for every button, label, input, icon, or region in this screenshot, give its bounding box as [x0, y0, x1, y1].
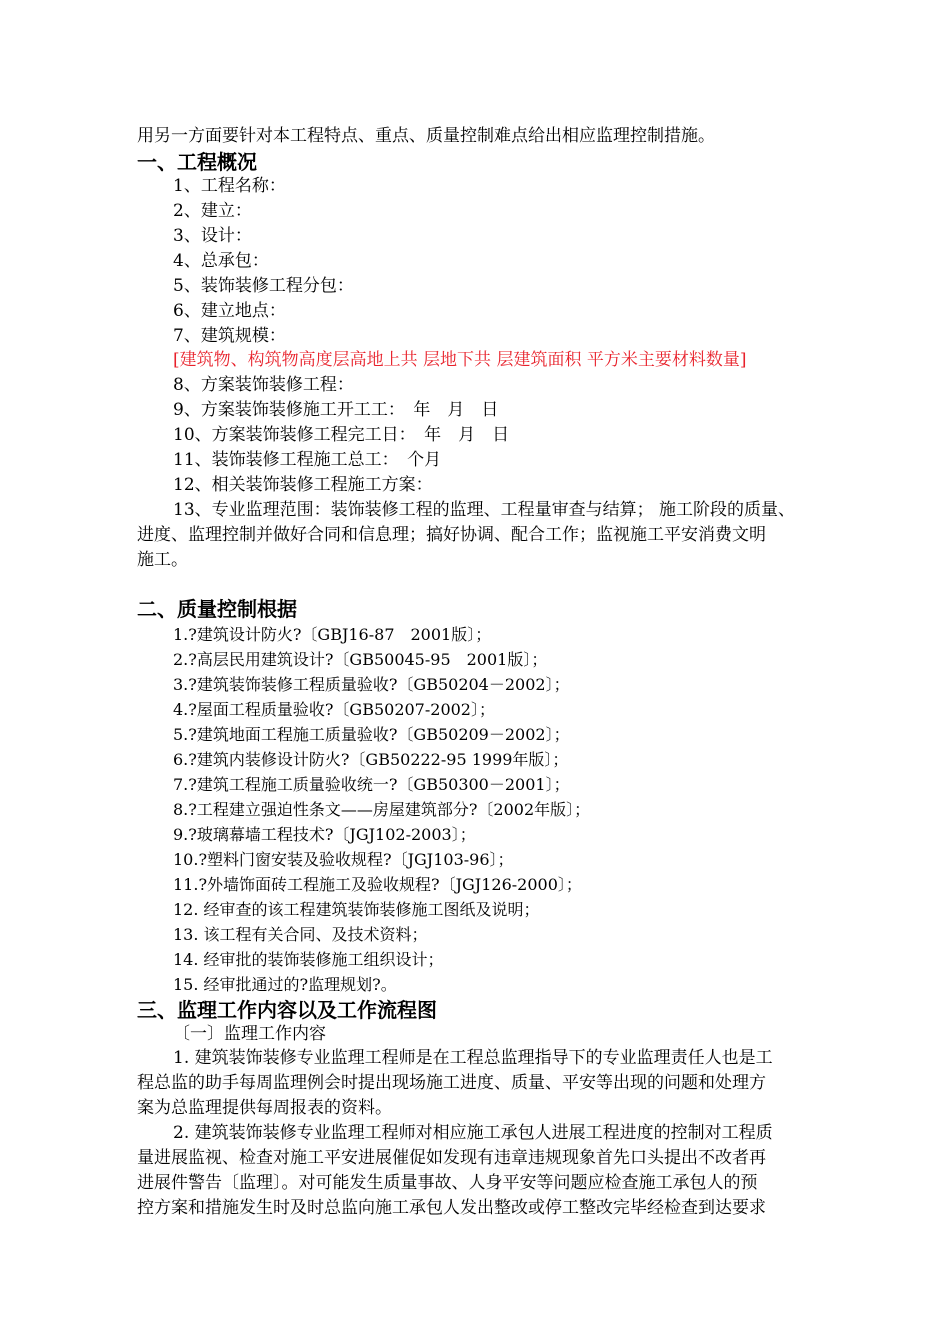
basis-item-10: 10.?塑料门窗安装及验收规程?〔JGJ103-96〕；	[173, 850, 514, 869]
project-item-13-line-1: 13、专业监理范围：装饰装修工程的监理、工程量审查与结算； 施工阶段的质量、	[173, 500, 796, 520]
intro-line: 用另一方面要针对本工程特点、重点、质量控制难点给出相应监理控制措施。	[137, 126, 715, 146]
basis-item-2: 2.?高层民用建筑设计?〔GB50045-95 2001版〕；	[173, 650, 548, 669]
project-item-4: 4、总承包：	[173, 251, 269, 271]
basis-item-9: 9.?玻璃幕墙工程技术?〔JGJ102-2003〕；	[173, 825, 476, 844]
paragraph-1-line-1: 1. 建筑装饰装修专业监理工程师是在工程总监理指导下的专业监理责任人也是工	[173, 1048, 773, 1068]
paragraph-1-line-2: 程总监的助手每周监理例会时提出现场施工进度、质量、平安等出现的问题和处理方	[137, 1073, 766, 1093]
project-item-13-line-3: 施工。	[137, 550, 188, 570]
project-item-7: 7、建筑规模：	[173, 326, 286, 346]
basis-item-6: 6.?建筑内装修设计防火?〔GB50222-95 1999年版〕；	[173, 750, 569, 769]
basis-item-15: 15. 经审批通过的?监理规划?。	[173, 975, 397, 994]
project-item-11: 11、装饰装修工程施工总工： 个月	[173, 450, 442, 470]
paragraph-2-line-3: 进展件警告〔监理〕。对可能发生质量事故、人身平安等问题应检查施工承包人的预	[137, 1173, 758, 1193]
project-item-9: 9、方案装饰装修施工开工工： 年 月 日	[173, 400, 499, 420]
section-1-heading: 一、工程概况	[137, 150, 257, 174]
basis-item-4: 4.?屋面工程质量验收?〔GB50207-2002〕；	[173, 700, 495, 719]
basis-item-12: 12. 经审查的该工程建筑装饰装修施工图纸及说明；	[173, 900, 540, 919]
basis-item-11: 11.?外墙饰面砖工程施工及验收规程?〔JGJ126-2000〕；	[173, 875, 582, 894]
building-scale-note: [建筑物、构筑物高度层高地上共 层地下共 层建筑面积 平方米主要材料数量]	[173, 350, 747, 370]
project-item-1: 1、工程名称：	[173, 176, 286, 196]
paragraph-2-line-4: 控方案和措施发生时及时总监向施工承包人发出整改或停工整改完毕经检查到达要求	[137, 1198, 766, 1218]
project-item-6: 6、建立地点：	[173, 301, 286, 321]
paragraph-1-line-3: 案为总监理提供每周报表的资料。	[137, 1098, 392, 1118]
basis-item-8: 8.?工程建立强迫性条文——房屋建筑部分?〔2002年版〕；	[173, 800, 591, 819]
basis-item-1: 1.?建筑设计防火?〔GBJ16-87 2001版〕；	[173, 625, 492, 644]
project-item-12: 12、相关装饰装修工程施工方案：	[173, 475, 433, 495]
project-item-2: 2、建立：	[173, 201, 252, 221]
project-item-8: 8、方案装饰装修工程：	[173, 375, 354, 395]
project-item-13-line-2: 进度、监理控制并做好合同和信息理；搞好协调、配合工作；监视施工平安消费文明	[137, 525, 766, 545]
paragraph-2-line-1: 2. 建筑装饰装修专业监理工程师对相应施工承包人进展工程进度的控制对工程质	[173, 1123, 773, 1143]
basis-item-14: 14. 经审批的装饰装修施工组织设计；	[173, 950, 444, 969]
section-3-heading: 三、监理工作内容以及工作流程图	[137, 998, 437, 1022]
project-item-5: 5、装饰装修工程分包：	[173, 276, 354, 296]
section-2-heading: 二、质量控制根据	[137, 597, 297, 621]
project-item-3: 3、设计：	[173, 226, 252, 246]
basis-item-3: 3.?建筑装饰装修工程质量验收?〔GB50204－2002〕；	[173, 675, 570, 694]
basis-item-5: 5.?建筑地面工程施工质量验收?〔GB50209－2002〕；	[173, 725, 570, 744]
subsection-heading: 〔一〕监理工作内容	[173, 1024, 326, 1044]
paragraph-2-line-2: 量进展监视、检查对施工平安进展催促如发现有违章违规现象首先口头提出不改者再	[137, 1148, 766, 1168]
project-item-10: 10、方案装饰装修工程完工日： 年 月 日	[173, 425, 510, 445]
basis-item-13: 13. 该工程有关合同、及技术资料；	[173, 925, 428, 944]
basis-item-7: 7.?建筑工程施工质量验收统一?〔GB50300－2001〕；	[173, 775, 570, 794]
